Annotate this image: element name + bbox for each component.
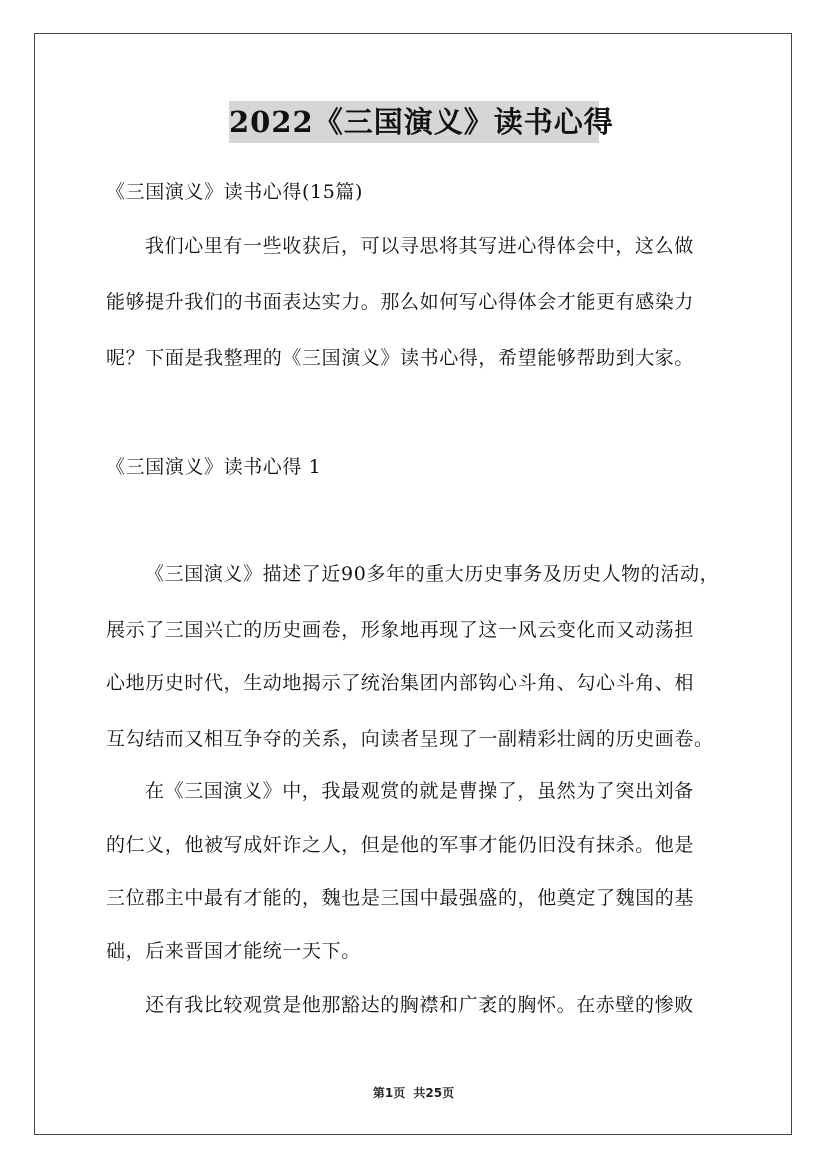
body-line: 展示了三国兴亡的历史画卷，形象地再现了这一风云变化而又动荡担 <box>106 619 695 641</box>
intro-line: 我们心里有一些收获后，可以寻思将其写进心得体会中，这么做 <box>145 235 694 257</box>
intro-line: 呢？下面是我整理的《三国演义》读书心得，希望能够帮助到大家。 <box>106 347 695 369</box>
body-line: 的仁义，他被写成奸诈之人，但是他的军事才能仍旧没有抹杀。他是 <box>106 834 695 856</box>
body-line: 互勾结而又相互争夺的关系，向读者呈现了一副精彩壮阔的历史画卷。 <box>106 728 714 750</box>
section-heading: 《三国演义》读书心得 1 <box>106 456 322 478</box>
page-number: 第1页 <box>372 1086 406 1100</box>
document-subtitle: 《三国演义》读书心得(15篇) <box>106 181 364 203</box>
page-total: 共25页 <box>413 1086 455 1100</box>
document-title: 2022《三国演义》读书心得 <box>229 101 599 143</box>
body-line: 心地历史时代，生动地揭示了统治集团内部钩心斗角、勾心斗角、相 <box>106 672 695 694</box>
body-line: 础，后来晋国才能统一天下。 <box>106 940 361 962</box>
body-line: 在《三国演义》中，我最观赏的就是曹操了，虽然为了突出刘备 <box>145 780 694 802</box>
body-line: 还有我比较观赏是他那豁达的胸襟和广袤的胸怀。在赤壁的惨败 <box>145 994 694 1016</box>
page-footer <box>0 1084 827 1101</box>
body-line: 《三国演义》描述了近90多年的重大历史事务及历史人物的活动， <box>145 563 720 585</box>
intro-line: 能够提升我们的书面表达实力。那么如何写心得体会才能更有感染力 <box>106 291 695 313</box>
body-line: 三位郡主中最有才能的，魏也是三国中最强盛的，他奠定了魏国的基 <box>106 887 695 909</box>
